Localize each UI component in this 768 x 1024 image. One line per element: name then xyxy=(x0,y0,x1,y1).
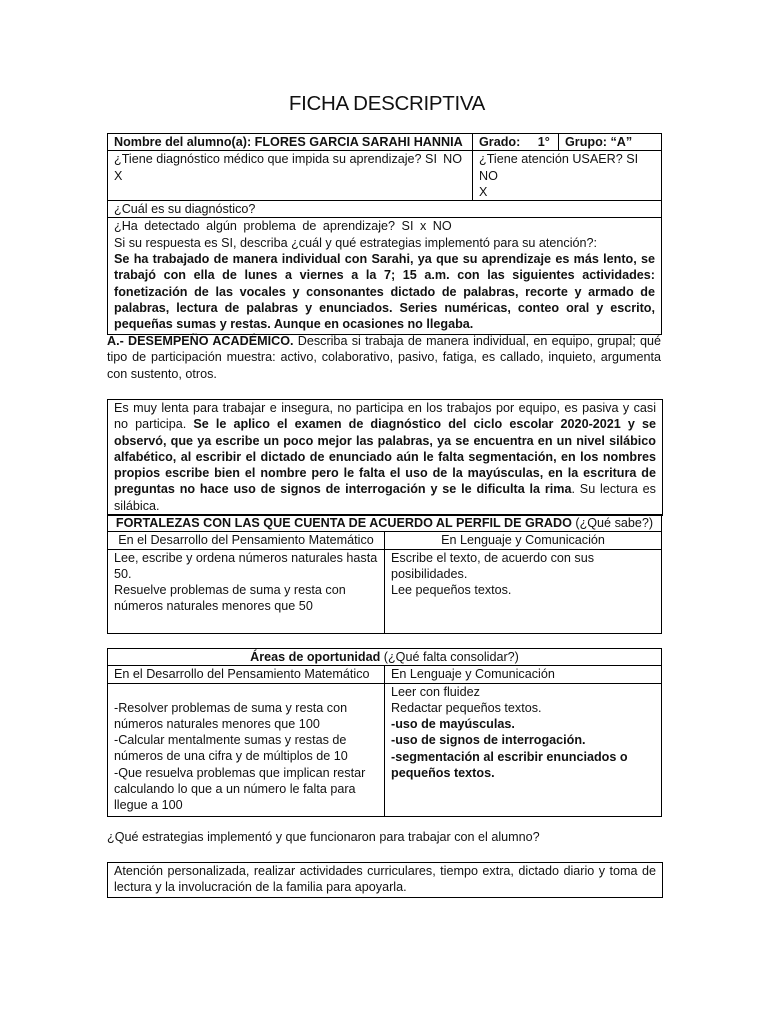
document-title: FICHA DESCRIPTIVA xyxy=(288,92,486,115)
opportunity-language-bold-1: -uso de mayúsculas. xyxy=(391,717,515,732)
grade-cell xyxy=(473,134,559,151)
opportunity-language-bold-3: -segmentación al escribir enunciados o pequeños textos. xyxy=(391,749,628,781)
strengths-math-line-1: Lee, escribe y ordena números naturales hasta 50. xyxy=(114,550,378,581)
student-name: Nombre del alumno(a): FLORES GARCIA SARAHI HANNIA xyxy=(108,134,473,151)
strengths-title-rest: (¿Qué sabe?) xyxy=(575,516,654,530)
learning-problem-cell xyxy=(108,218,662,334)
opportunity-math-line-3: -Que resuelva problemas que implican restar calculando lo que a un número le falta para llegue a 100 xyxy=(114,765,366,813)
strategy-answer: Se ha trabajado de manera individual con Sarahi, ya que su aprendizaje es más lento, se trabajó con ella de lunes a viernes a la 7; 15 a.m. con las siguientes actividades: fonetización de las vocales y consonantes dictado de palabras, recorte y armado de palabras, lectura de palabras y enunciados. Series numéricas, conteo oral y escrito, pequeñas sumas y restas. Aunque en ocasiones no llegaba. xyxy=(114,252,655,332)
diagnosis-question-cell xyxy=(108,151,473,201)
strategy-question: Si su respuesta es SI, describa ¿cuál y qué estrategias implementó para su atención?: xyxy=(114,235,598,250)
usaer-question-cell xyxy=(473,151,662,201)
opportunity-math-line-1: -Resolver problemas de suma y resta con números naturales menores que 100 xyxy=(114,700,348,731)
strengths-language-cell xyxy=(385,549,662,633)
strategies-question: ¿Qué estrategias implementó y que funcionaron para trabajar con el alumno? xyxy=(107,830,540,844)
strengths-math-line-2: Resuelve problemas de suma y resta con números naturales menores que 50 xyxy=(114,583,346,614)
student-info-table xyxy=(107,133,662,335)
grade-value: 1° xyxy=(537,135,550,149)
section-a-text: Describa si trabaja de manera individual, en equipo, grupal; qué tipo de participación muestra: activo, colaborativo, pasivo, fatiga, es callado, inquieto, argumenta con sustento, otros. xyxy=(107,334,661,381)
strengths-title-bold: FORTALEZAS CON LAS QUE CUENTA DE ACUERDO AL PERFIL DE GRADO xyxy=(115,516,572,530)
opportunity-math-cell xyxy=(108,683,385,816)
opportunity-language-cell xyxy=(385,683,662,816)
diagnosis-mark: X xyxy=(114,168,123,183)
performance-text-1: Es muy lenta para trabajar e insegura, no participa en los trabajos por equipo, es pasiva y casi no participa. xyxy=(114,401,656,432)
opportunity-table xyxy=(107,648,662,817)
opportunity-title-bold: Áreas de oportunidad xyxy=(250,650,381,664)
group-cell: Grupo: “A” xyxy=(559,134,662,151)
performance-text-bold: Se le aplico el examen de diagnóstico del ciclo escolar 2020-2021 y se observó, que ya escribe un poco mejor las palabras, ya se encuentra en un nivel silábico alfabético, al escribir el dictado de enunciado aún le falta segmentación, en los nombres propios escribe bien el nombre pero le falta el uso de la mayúsculas, en la escritura de preguntas no hace uso de signos de interrogación y se le dificulta la rima xyxy=(114,417,657,497)
performance-box xyxy=(107,399,663,516)
strengths-col1-header: En el Desarrollo del Pensamiento Matemático xyxy=(108,532,385,549)
section-a-heading: A.- DESEMPEÑO ACADÉMICO. xyxy=(107,334,294,348)
diagnosis-no: NO xyxy=(443,152,462,167)
which-diagnosis: ¿Cuál es su diagnóstico? xyxy=(108,201,662,218)
opportunity-title-rest: (¿Qué falta consolidar?) xyxy=(383,650,519,664)
strengths-language-line-2: Lee pequeños textos. xyxy=(391,583,512,598)
learning-problem-question: ¿Ha detectado algún problema de aprendizaje? SI x NO xyxy=(114,219,452,234)
opportunity-title xyxy=(108,649,662,666)
usaer-question: ¿Tiene atención USAER? SI NO xyxy=(479,152,639,183)
strengths-title xyxy=(108,515,662,532)
strengths-table xyxy=(107,514,662,634)
opportunity-col1-header: En el Desarrollo del Pensamiento Matemático xyxy=(108,666,385,683)
usaer-mark: X xyxy=(479,184,488,199)
grade-label: Grado: xyxy=(479,135,521,149)
strategies-answer: Atención personalizada, realizar actividades curriculares, tiempo extra, dictado diario y toma de lectura y la involucración de la familia para apoyarla. xyxy=(107,862,663,898)
opportunity-math-line-2: -Calcular mentalmente sumas y restas de números de una cifra y de múltiplos de 10 xyxy=(114,733,348,764)
opportunity-col2-header: En Lenguaje y Comunicación xyxy=(385,666,662,683)
opportunity-language-line-2: Redactar pequeños textos. xyxy=(391,700,542,715)
performance-text-3: . Su lectura es silábica. xyxy=(114,482,656,513)
strengths-col2-header: En Lenguaje y Comunicación xyxy=(385,532,662,549)
opportunity-language-line-1: Leer con fluidez xyxy=(391,684,480,699)
strengths-math-cell xyxy=(108,549,385,633)
diagnosis-question: ¿Tiene diagnóstico médico que impida su aprendizaje? SI xyxy=(114,152,437,167)
strengths-language-line-1: Escribe el texto, de acuerdo con sus posibilidades. xyxy=(391,550,595,581)
section-a xyxy=(107,333,661,382)
opportunity-language-bold-2: -uso de signos de interrogación. xyxy=(391,733,586,748)
